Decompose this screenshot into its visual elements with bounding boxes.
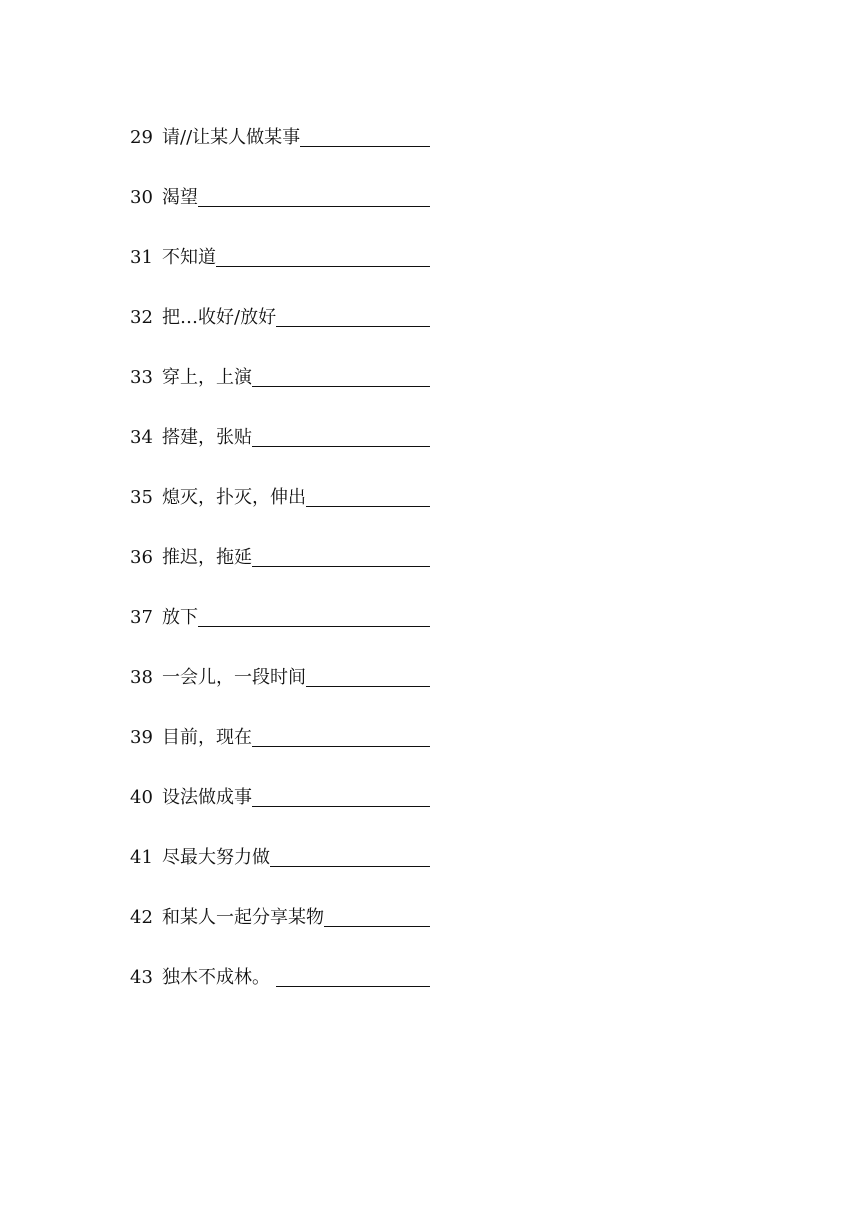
item-prompt: 请//让某人做某事 (162, 127, 301, 148)
item-number: 40 (130, 787, 153, 808)
answer-blank[interactable] (252, 386, 430, 387)
answer-blank[interactable] (306, 506, 430, 507)
item-prompt: 和某人一起分享某物 (162, 907, 324, 928)
answer-blank[interactable] (252, 446, 430, 447)
item-number: 35 (130, 487, 153, 508)
answer-blank[interactable] (270, 866, 430, 867)
answer-blank[interactable] (198, 206, 430, 207)
item-prompt: 一会儿，一段时间 (162, 667, 306, 688)
item-number: 37 (130, 607, 153, 628)
item-number: 43 (130, 967, 153, 988)
item-number: 30 (130, 187, 153, 208)
list-item (130, 352, 430, 412)
answer-blank[interactable] (252, 566, 430, 567)
list-item (130, 172, 430, 232)
list-item (130, 292, 430, 352)
item-prompt: 熄灭，扑灭，伸出 (162, 487, 306, 508)
item-number: 39 (130, 727, 153, 748)
item-number: 34 (130, 427, 153, 448)
item-prompt: 目前，现在 (162, 727, 252, 748)
answer-blank[interactable] (216, 266, 430, 267)
answer-blank[interactable] (324, 926, 430, 927)
item-number: 29 (130, 127, 153, 148)
item-prompt: 穿上，上演 (162, 367, 252, 388)
item-number: 33 (130, 367, 153, 388)
list-item (130, 472, 430, 532)
item-prompt: 设法做成事 (162, 787, 252, 808)
item-prompt: 把…收好/放好 (162, 307, 277, 328)
list-item (130, 892, 430, 952)
item-prompt: 独木不成林。 (162, 967, 270, 988)
list-item (130, 592, 430, 652)
item-prompt: 不知道 (162, 247, 216, 268)
item-number: 42 (130, 907, 153, 928)
item-number: 41 (130, 847, 153, 868)
item-number: 38 (130, 667, 153, 688)
answer-blank[interactable] (276, 986, 430, 987)
item-prompt: 推迟，拖延 (162, 547, 252, 568)
list-item (130, 712, 430, 772)
list-item (130, 772, 430, 832)
item-number: 31 (130, 247, 153, 268)
list-item (130, 832, 430, 892)
item-prompt: 渴望 (162, 187, 198, 208)
list-item (130, 532, 430, 592)
list-item (130, 952, 430, 1012)
answer-blank[interactable] (300, 146, 430, 147)
answer-blank[interactable] (276, 326, 430, 327)
list-item (130, 412, 430, 472)
item-prompt: 尽最大努力做 (162, 847, 270, 868)
list-item (130, 112, 430, 172)
item-number: 36 (130, 547, 153, 568)
answer-blank[interactable] (252, 746, 430, 747)
phrase-list (130, 112, 430, 1012)
answer-blank[interactable] (306, 686, 430, 687)
list-item (130, 232, 430, 292)
item-number: 32 (130, 307, 153, 328)
answer-blank[interactable] (252, 806, 430, 807)
list-item (130, 652, 430, 712)
answer-blank[interactable] (198, 626, 430, 627)
item-prompt: 搭建，张贴 (162, 427, 252, 448)
item-prompt: 放下 (162, 607, 198, 628)
